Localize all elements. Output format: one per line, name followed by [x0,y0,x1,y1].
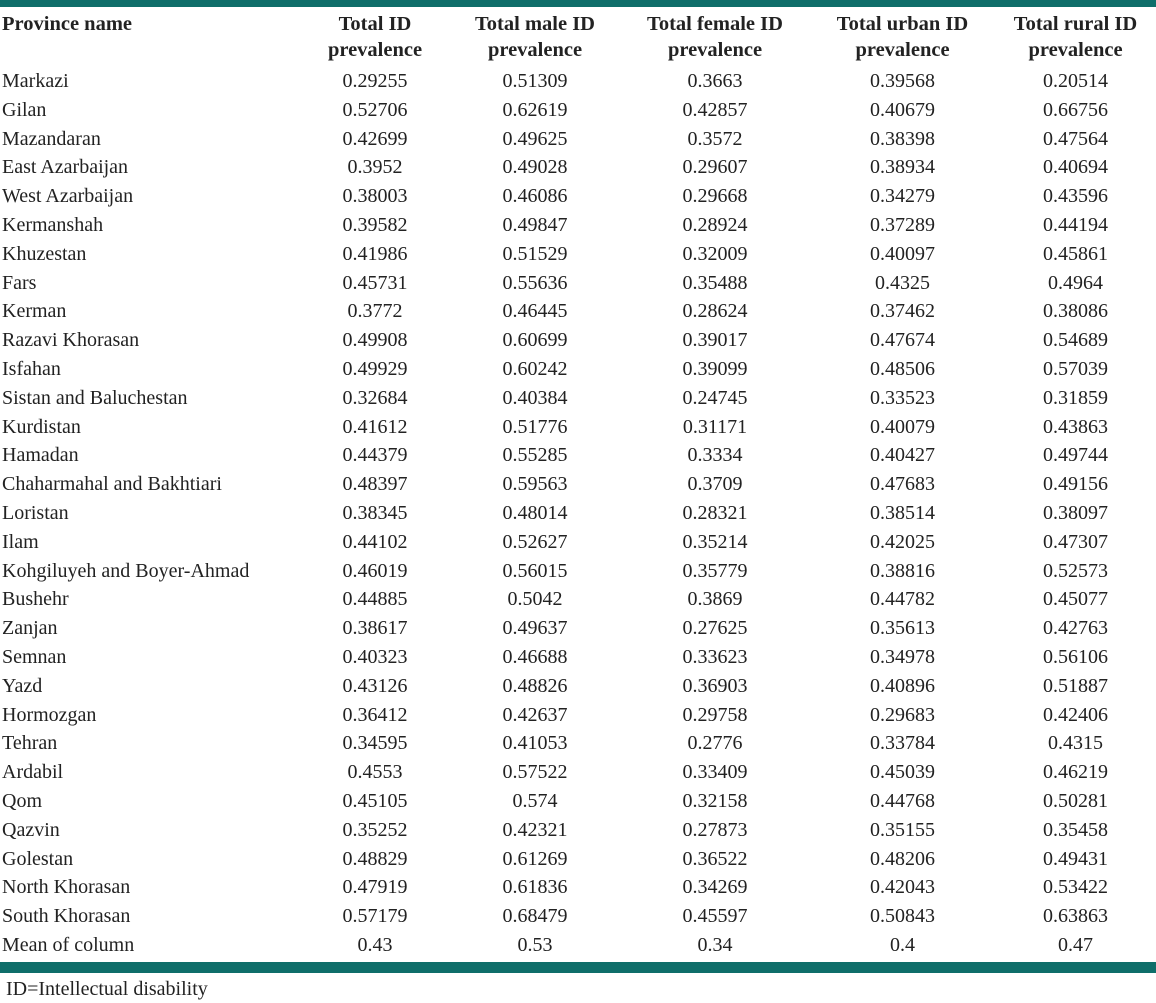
province-name-cell: Semnan [2,645,67,668]
value-cell: 0.28624 [682,300,748,323]
value-cell: 0.57039 [1043,357,1108,380]
value-cell: 0.24745 [682,386,748,409]
table-row [0,557,1156,586]
table-row [0,528,1156,557]
table-footnote: ID=Intellectual disability [6,978,208,1000]
value-cell: 0.36903 [682,674,748,697]
table-row [0,240,1156,269]
value-cell: 0.40694 [1043,156,1108,179]
value-cell: 0.38398 [870,127,935,150]
value-cell: 0.47683 [870,473,935,496]
value-cell: 0.44782 [870,588,935,611]
value-cell: 0.38934 [870,156,935,179]
table-row [0,355,1156,384]
value-cell: 0.46219 [1043,761,1108,784]
value-cell: 0.44102 [342,530,408,553]
prevalence-table [0,8,1156,960]
value-cell: 0.61269 [502,847,568,870]
value-cell: 0.61836 [502,876,568,899]
value-cell: 0.32009 [682,242,748,265]
value-cell: 0.35613 [870,617,935,640]
table-row [0,701,1156,730]
header-total-rural-id: Total rural ID prevalence [1013,13,1138,61]
province-name-cell: North Khorasan [2,876,131,899]
value-cell: 0.47307 [1043,530,1108,553]
table-row [0,672,1156,701]
province-name-cell: Markazi [2,70,69,92]
value-cell: 0.37462 [870,300,935,323]
header-total-female-id: Total female ID prevalence [647,13,783,61]
value-cell: 0.51887 [1043,674,1108,697]
value-cell: 0.46445 [502,300,568,323]
value-cell: 0.29607 [682,156,748,179]
value-cell: 0.49908 [342,329,408,352]
table-row [0,269,1156,298]
value-cell: 0.48397 [342,473,408,496]
table-row [0,297,1156,326]
value-cell: 0.4964 [1048,271,1103,294]
value-cell: 0.42699 [342,127,408,150]
province-name-cell: South Khorasan [2,905,131,928]
value-cell: 0.34595 [342,732,408,755]
table-body [0,67,1156,960]
value-cell: 0.3869 [687,588,743,611]
province-name-cell: Qom [2,789,42,812]
table-top-rule [0,0,1156,7]
value-cell: 0.29255 [342,70,408,92]
province-name-cell: Ilam [2,530,39,553]
value-cell: 0.40427 [870,444,935,467]
province-name-cell: Kermanshah [2,213,104,236]
value-cell: 0.33623 [682,645,748,668]
province-name-cell: Zanjan [2,617,58,640]
table-header [0,8,1156,67]
province-name-cell: Hormozgan [2,703,97,726]
province-name-cell: Razavi Khorasan [2,329,140,352]
value-cell: 0.574 [512,789,558,812]
province-name-cell: Gilan [2,98,47,121]
value-cell: 0.40896 [870,674,935,697]
value-cell: 0.68479 [502,905,568,928]
value-cell: 0.53 [517,933,553,956]
header-total-urban-id: Total urban ID prevalence [836,13,969,61]
value-cell: 0.46019 [342,559,408,582]
province-name-cell: Isfahan [2,357,61,380]
table-row [0,787,1156,816]
value-cell: 0.49431 [1043,847,1108,870]
province-name-cell: Kurdistan [2,415,81,438]
value-cell: 0.40323 [342,645,408,668]
table-row [0,96,1156,125]
table-row [0,153,1156,182]
value-cell: 0.60242 [502,357,568,380]
value-cell: 0.28924 [682,213,748,236]
value-cell: 0.35488 [682,271,748,294]
value-cell: 0.31171 [682,415,748,438]
province-name-cell: Chaharmahal and Bakhtiari [2,473,222,496]
value-cell: 0.47564 [1043,127,1108,150]
value-cell: 0.55636 [502,271,568,294]
value-cell: 0.33409 [682,761,748,784]
value-cell: 0.49625 [502,127,568,150]
value-cell: 0.3572 [687,127,743,150]
province-name-cell: Khuzestan [2,242,87,265]
value-cell: 0.50843 [870,905,935,928]
value-cell: 0.49156 [1043,473,1108,496]
value-cell: 0.39568 [870,70,935,92]
value-cell: 0.62619 [502,98,568,121]
value-cell: 0.33784 [870,732,935,755]
value-cell: 0.29668 [682,185,748,208]
value-cell: 0.43 [357,933,393,956]
value-cell: 0.47 [1058,933,1093,956]
value-cell: 0.40384 [502,386,568,409]
value-cell: 0.49847 [502,213,568,236]
value-cell: 0.47674 [870,329,935,352]
value-cell: 0.32684 [342,386,408,409]
value-cell: 0.38097 [1043,501,1108,524]
table-row [0,643,1156,672]
value-cell: 0.49637 [502,617,568,640]
value-cell: 0.49929 [342,357,408,380]
value-cell: 0.42321 [502,818,568,841]
value-cell: 0.39582 [342,213,408,236]
value-cell: 0.29758 [682,703,748,726]
value-cell: 0.39099 [682,357,748,380]
table-row [0,125,1156,154]
value-cell: 0.52627 [502,530,568,553]
province-name-cell: Golestan [2,847,74,870]
value-cell: 0.35779 [682,559,748,582]
value-cell: 0.44194 [1043,213,1108,236]
value-cell: 0.48206 [870,847,935,870]
value-cell: 0.42857 [682,98,748,121]
value-cell: 0.36522 [682,847,748,870]
value-cell: 0.59563 [502,473,568,496]
value-cell: 0.31859 [1043,386,1108,409]
value-cell: 0.39017 [682,329,748,352]
value-cell: 0.49744 [1043,444,1108,467]
table-row [0,182,1156,211]
table-row [0,413,1156,442]
header-total-male-id: Total male ID prevalence [475,13,595,61]
value-cell: 0.4553 [347,761,403,784]
value-cell: 0.40097 [870,242,935,265]
province-name-cell: West Azarbaijan [2,185,134,208]
value-cell: 0.20514 [1043,70,1108,92]
value-cell: 0.35214 [682,530,748,553]
value-cell: 0.3709 [687,473,743,496]
value-cell: 0.50281 [1043,789,1108,812]
province-name-cell: Mean of column [2,933,135,956]
value-cell: 0.36412 [342,703,408,726]
table-row [0,816,1156,845]
value-cell: 0.41612 [342,415,408,438]
value-cell: 0.34279 [870,185,935,208]
value-cell: 0.3772 [347,300,403,323]
province-name-cell: Fars [2,271,37,294]
province-name-cell: Kohgiluyeh and Boyer-Ahmad [2,559,250,582]
value-cell: 0.63863 [1043,905,1108,928]
value-cell: 0.28321 [682,501,748,524]
value-cell: 0.33523 [870,386,935,409]
table-row [0,758,1156,787]
value-cell: 0.29683 [870,703,935,726]
value-cell: 0.48014 [502,501,568,524]
value-cell: 0.45039 [870,761,935,784]
table-row [0,931,1156,960]
value-cell: 0.42043 [870,876,935,899]
value-cell: 0.48829 [342,847,408,870]
table-row [0,499,1156,528]
value-cell: 0.38003 [342,185,408,208]
table-row [0,614,1156,643]
value-cell: 0.5042 [507,588,563,611]
province-name-cell: Ardabil [2,761,64,784]
table-row [0,326,1156,355]
value-cell: 0.51309 [502,70,568,92]
value-cell: 0.4315 [1048,732,1103,755]
table-row [0,211,1156,240]
table-bottom-rule [0,962,1156,973]
province-name-cell: Hamadan [2,444,79,467]
table-row [0,441,1156,470]
value-cell: 0.43863 [1043,415,1108,438]
table-row [0,729,1156,758]
value-cell: 0.52706 [342,98,408,121]
province-name-cell: Bushehr [2,588,69,611]
value-cell: 0.49028 [502,156,568,179]
table-row [0,845,1156,874]
value-cell: 0.55285 [502,444,568,467]
value-cell: 0.27873 [682,818,748,841]
value-cell: 0.34269 [682,876,748,899]
table-row [0,470,1156,499]
header-province-name: Province name [2,13,132,35]
value-cell: 0.38086 [1043,300,1108,323]
province-name-cell: Kerman [2,300,67,323]
value-cell: 0.45105 [342,789,408,812]
value-cell: 0.44885 [342,588,408,611]
value-cell: 0.45731 [342,271,408,294]
value-cell: 0.41986 [342,242,408,265]
value-cell: 0.34978 [870,645,935,668]
value-cell: 0.3334 [687,444,743,467]
value-cell: 0.42406 [1043,703,1108,726]
province-name-cell: Loristan [2,501,69,524]
province-name-cell: Mazandaran [2,127,101,150]
value-cell: 0.43126 [342,674,408,697]
value-cell: 0.4 [890,933,915,956]
value-cell: 0.41053 [502,732,568,755]
value-cell: 0.40679 [870,98,935,121]
value-cell: 0.35252 [342,818,408,841]
province-name-cell: Qazvin [2,818,60,841]
value-cell: 0.48506 [870,357,935,380]
value-cell: 0.38617 [342,617,408,640]
value-cell: 0.46688 [502,645,568,668]
value-cell: 0.38816 [870,559,935,582]
value-cell: 0.45861 [1043,242,1108,265]
value-cell: 0.57522 [502,761,568,784]
province-name-cell: Yazd [2,674,43,697]
value-cell: 0.38345 [342,501,408,524]
value-cell: 0.43596 [1043,185,1108,208]
table-row [0,873,1156,902]
value-cell: 0.35155 [870,818,935,841]
value-cell: 0.44379 [342,444,408,467]
value-cell: 0.38514 [870,501,935,524]
value-cell: 0.53422 [1043,876,1108,899]
value-cell: 0.52573 [1043,559,1108,582]
header-total-id: Total ID prevalence [327,13,423,61]
value-cell: 0.54689 [1043,329,1108,352]
value-cell: 0.34 [697,933,733,956]
value-cell: 0.4325 [875,271,930,294]
value-cell: 0.56015 [502,559,568,582]
value-cell: 0.45597 [682,905,748,928]
value-cell: 0.45077 [1043,588,1108,611]
value-cell: 0.42025 [870,530,935,553]
value-cell: 0.2776 [687,732,743,755]
province-name-cell: Sistan and Baluchestan [2,386,188,409]
province-name-cell: Tehran [2,732,58,755]
value-cell: 0.57179 [342,905,408,928]
value-cell: 0.35458 [1043,818,1108,841]
value-cell: 0.51776 [502,415,568,438]
value-cell: 0.40079 [870,415,935,438]
value-cell: 0.42637 [502,703,568,726]
table-row [0,384,1156,413]
value-cell: 0.44768 [870,789,935,812]
value-cell: 0.48826 [502,674,568,697]
value-cell: 0.66756 [1043,98,1108,121]
value-cell: 0.46086 [502,185,568,208]
value-cell: 0.3663 [687,70,743,92]
table-row [0,67,1156,96]
table-row [0,585,1156,614]
value-cell: 0.47919 [342,876,408,899]
value-cell: 0.42763 [1043,617,1108,640]
value-cell: 0.60699 [502,329,568,352]
table-row [0,902,1156,931]
value-cell: 0.56106 [1043,645,1108,668]
province-name-cell: East Azarbaijan [2,156,129,179]
value-cell: 0.27625 [682,617,748,640]
value-cell: 0.51529 [502,242,568,265]
value-cell: 0.32158 [682,789,748,812]
value-cell: 0.3952 [347,156,403,179]
value-cell: 0.37289 [870,213,935,236]
